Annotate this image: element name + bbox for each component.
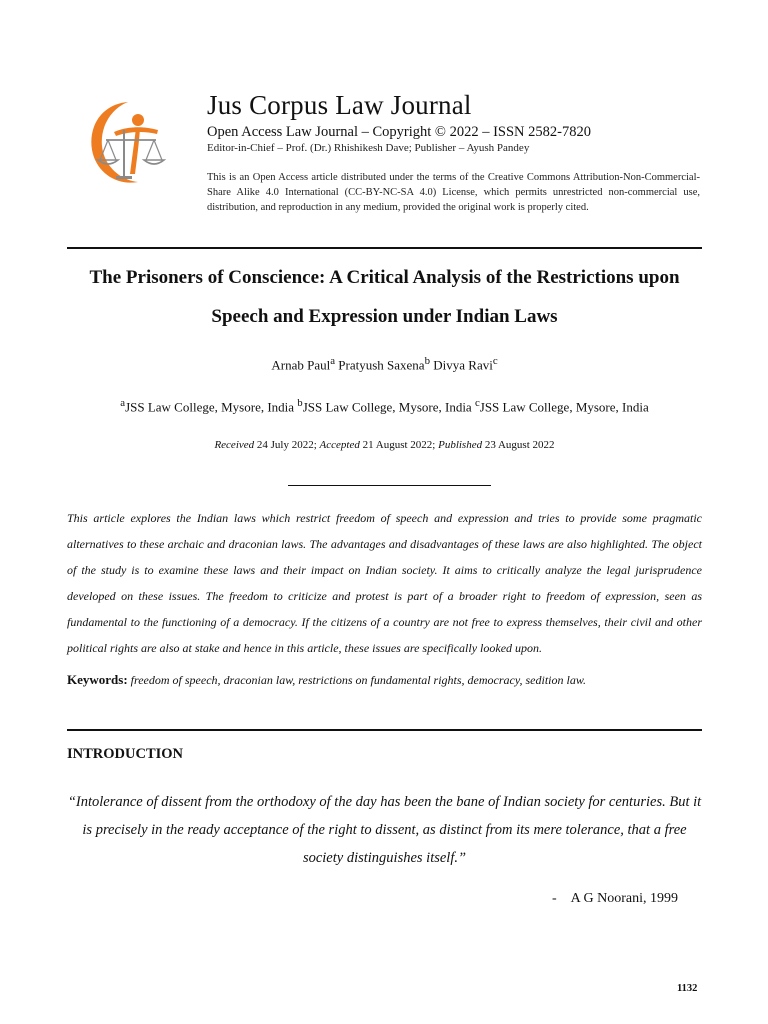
accepted-date: 21 August 2022; xyxy=(362,439,436,451)
keywords-list: freedom of speech, draconian law, restrictions on fundamental rights, democracy, sedition law. xyxy=(130,673,586,687)
received-date: 24 July 2022; xyxy=(256,439,317,451)
journal-subtitle: Open Access Law Journal – Copyright © 2022 – ISSN 2582-7820 xyxy=(207,124,591,140)
affiliation-text: JSS Law College, Mysore, India xyxy=(479,399,649,415)
received-label: Received xyxy=(214,439,255,451)
author-sup: b xyxy=(424,355,430,367)
journal-editors: Editor-in-Chief – Prof. (Dr.) Rhishikesh Dave; Publisher – Ayush Pandey xyxy=(207,142,530,154)
abstract-separator xyxy=(288,485,491,486)
article-title: The Prisoners of Conscience: A Critical Analysis of the Restrictions upon Speech and Expression under Indian Laws xyxy=(89,267,680,327)
affiliation-sup: c xyxy=(474,397,480,409)
affiliation-list xyxy=(67,397,702,415)
author-list xyxy=(67,355,702,373)
abstract-text: This article explores the Indian laws which restrict freedom of speech and expression and tries to provide some pragmatic alternatives to these archaic and draconian laws. The advantages and disadvantages of these laws are also highlighted. The object of the study is to examine these laws and their impact on Indian society. It aims to critically analyze the legal jurisprudence developed on these issues. The freedom to criticize and protest is part of a broader right to freedom of expression, seen as fundamental to the functioning of a democracy. If the citizens of a country are not free to express themselves, their civil and other political rights are also at stake and hence in this article, these issues are specifically looked upon. xyxy=(67,511,702,655)
published-label: Published xyxy=(438,439,483,451)
attribution-dash: - xyxy=(552,891,557,906)
scales-of-justice-logo-icon xyxy=(84,96,176,188)
author-name: Pratyush Saxena xyxy=(338,357,425,373)
keywords-label: Keywords: xyxy=(67,672,128,687)
publication-dates xyxy=(67,439,702,451)
journal-title: Jus Corpus Law Journal xyxy=(207,90,472,120)
affiliation-sup: a xyxy=(120,397,126,409)
attribution-author: A G Noorani, 1999 xyxy=(570,891,678,906)
keywords xyxy=(67,672,702,688)
introduction-heading: INTRODUCTION xyxy=(67,746,184,762)
author-name: Divya Ravi xyxy=(433,357,493,373)
affiliation-text: JSS Law College, Mysore, India xyxy=(125,399,295,415)
author-sup: a xyxy=(330,355,336,367)
epigraph-quote: “Intolerance of dissent from the orthodoxy of the day has been the bane of Indian society for centuries. But it is precisely in the ready acceptance of the right to dissent, as distinct from its mere tolerance, that a free society distinguishes itself.” xyxy=(67,794,702,866)
header-divider xyxy=(67,247,702,249)
author-name: Arnab Paul xyxy=(271,357,331,373)
affiliation-sup: b xyxy=(297,397,303,409)
author-sup: c xyxy=(492,355,498,367)
accepted-label: Accepted xyxy=(319,439,360,451)
epigraph-attribution xyxy=(552,891,678,907)
page-number: 1132 xyxy=(677,983,698,994)
affiliation-text: JSS Law College, Mysore, India xyxy=(302,399,472,415)
license-text: This is an Open Access article distributed under the terms of the Creative Commons Attribution-Non-Commercial-Share Alike 4.0 International (CC-BY-NC-SA 4.0) License, which permits unrestricted non-commercial use, distribution, and reproduction in any medium, provided the original work is properly cited. xyxy=(207,172,700,213)
section-divider xyxy=(67,729,702,731)
published-date: 23 August 2022 xyxy=(484,439,555,451)
